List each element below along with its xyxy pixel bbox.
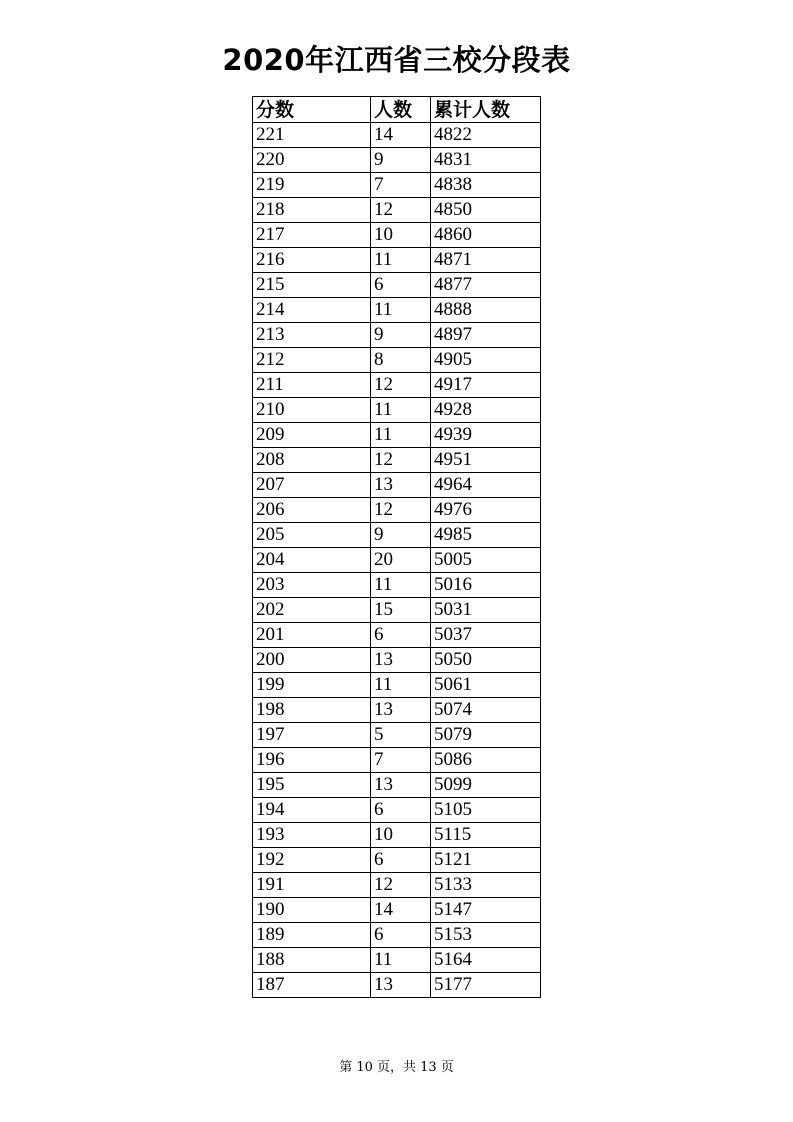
cell-score: 200: [253, 648, 371, 673]
cell-score: 193: [253, 823, 371, 848]
cell-score: 208: [253, 448, 371, 473]
cell-score: 190: [253, 898, 371, 923]
table-row: [253, 123, 541, 148]
table-row: [253, 523, 541, 548]
table-row: [253, 623, 541, 648]
cell-score: 217: [253, 223, 371, 248]
cell-count: 6: [371, 623, 431, 648]
table-row: [253, 973, 541, 998]
cell-cumulative: 5074: [431, 698, 541, 723]
cell-count: 10: [371, 223, 431, 248]
cell-count: 7: [371, 173, 431, 198]
cell-score: 219: [253, 173, 371, 198]
column-header-count: 人数: [371, 97, 431, 123]
cell-score: 197: [253, 723, 371, 748]
table-row: [253, 298, 541, 323]
cell-cumulative: 4860: [431, 223, 541, 248]
cell-count: 12: [371, 448, 431, 473]
cell-score: 201: [253, 623, 371, 648]
cell-cumulative: 5050: [431, 648, 541, 673]
cell-count: 9: [371, 323, 431, 348]
table-row: [253, 898, 541, 923]
cell-cumulative: 4838: [431, 173, 541, 198]
cell-cumulative: 4928: [431, 398, 541, 423]
cell-score: 195: [253, 773, 371, 798]
cell-count: 11: [371, 948, 431, 973]
cell-cumulative: 4850: [431, 198, 541, 223]
cell-count: 15: [371, 598, 431, 623]
cell-cumulative: 4871: [431, 248, 541, 273]
cell-score: 199: [253, 673, 371, 698]
table-row: [253, 873, 541, 898]
cell-score: 202: [253, 598, 371, 623]
cell-score: 191: [253, 873, 371, 898]
cell-score: 188: [253, 948, 371, 973]
table-row: [253, 273, 541, 298]
cell-count: 11: [371, 423, 431, 448]
cell-score: 221: [253, 123, 371, 148]
cell-cumulative: 5164: [431, 948, 541, 973]
cell-count: 7: [371, 748, 431, 773]
cell-cumulative: 5147: [431, 898, 541, 923]
table-row: [253, 173, 541, 198]
cell-cumulative: 5177: [431, 973, 541, 998]
cell-count: 13: [371, 648, 431, 673]
table-row: [253, 348, 541, 373]
cell-cumulative: 5005: [431, 548, 541, 573]
table-row: [253, 648, 541, 673]
table-row: [253, 598, 541, 623]
cell-score: 203: [253, 573, 371, 598]
cell-cumulative: 4897: [431, 323, 541, 348]
cell-score: 206: [253, 498, 371, 523]
cell-cumulative: 5105: [431, 798, 541, 823]
table-header: [253, 97, 541, 123]
cell-cumulative: 5037: [431, 623, 541, 648]
table-row: [253, 223, 541, 248]
cell-score: 216: [253, 248, 371, 273]
cell-count: 14: [371, 898, 431, 923]
cell-cumulative: 4976: [431, 498, 541, 523]
table-row: [253, 398, 541, 423]
cell-cumulative: 5086: [431, 748, 541, 773]
table-row: [253, 723, 541, 748]
cell-score: 213: [253, 323, 371, 348]
table-row: [253, 698, 541, 723]
page-title: 2020年江西省三校分段表: [222, 43, 571, 77]
table-row: [253, 823, 541, 848]
table-row: [253, 373, 541, 398]
cell-count: 11: [371, 248, 431, 273]
score-distribution-table: [252, 96, 541, 998]
table-row: [253, 548, 541, 573]
cell-count: 8: [371, 348, 431, 373]
table-row: [253, 673, 541, 698]
column-header-score: 分数: [253, 97, 371, 123]
cell-cumulative: 5115: [431, 823, 541, 848]
cell-count: 11: [371, 573, 431, 598]
table-row: [253, 423, 541, 448]
table-row: [253, 798, 541, 823]
cell-score: 220: [253, 148, 371, 173]
table-row: [253, 848, 541, 873]
cell-count: 20: [371, 548, 431, 573]
cell-cumulative: 5133: [431, 873, 541, 898]
cell-score: 192: [253, 848, 371, 873]
cell-score: 194: [253, 798, 371, 823]
cell-count: 10: [371, 823, 431, 848]
cell-count: 12: [371, 373, 431, 398]
page-footer: 第 10 页，共 13 页: [339, 1060, 454, 1075]
cell-score: 210: [253, 398, 371, 423]
cell-cumulative: 4939: [431, 423, 541, 448]
table-body: [253, 123, 541, 998]
cell-score: 204: [253, 548, 371, 573]
cell-cumulative: 5061: [431, 673, 541, 698]
cell-count: 11: [371, 398, 431, 423]
table-row: [253, 323, 541, 348]
cell-cumulative: 5031: [431, 598, 541, 623]
cell-score: 196: [253, 748, 371, 773]
cell-score: 218: [253, 198, 371, 223]
table-row: [253, 248, 541, 273]
cell-count: 12: [371, 198, 431, 223]
cell-count: 6: [371, 848, 431, 873]
table-row: [253, 923, 541, 948]
cell-count: 13: [371, 698, 431, 723]
cell-cumulative: 5099: [431, 773, 541, 798]
cell-cumulative: 5153: [431, 923, 541, 948]
cell-count: 5: [371, 723, 431, 748]
cell-count: 6: [371, 923, 431, 948]
cell-score: 215: [253, 273, 371, 298]
cell-cumulative: 5121: [431, 848, 541, 873]
table-row: [253, 773, 541, 798]
cell-cumulative: 4877: [431, 273, 541, 298]
cell-score: 209: [253, 423, 371, 448]
cell-count: 9: [371, 148, 431, 173]
cell-cumulative: 4905: [431, 348, 541, 373]
cell-count: 13: [371, 773, 431, 798]
cell-score: 212: [253, 348, 371, 373]
cell-count: 11: [371, 673, 431, 698]
cell-cumulative: 4831: [431, 148, 541, 173]
cell-count: 6: [371, 798, 431, 823]
table-row: [253, 473, 541, 498]
cell-cumulative: 4822: [431, 123, 541, 148]
table-row: [253, 148, 541, 173]
cell-count: 6: [371, 273, 431, 298]
cell-score: 211: [253, 373, 371, 398]
cell-cumulative: 5079: [431, 723, 541, 748]
table-row: [253, 948, 541, 973]
cell-count: 11: [371, 298, 431, 323]
cell-count: 13: [371, 973, 431, 998]
cell-count: 9: [371, 523, 431, 548]
cell-count: 14: [371, 123, 431, 148]
cell-score: 205: [253, 523, 371, 548]
cell-score: 189: [253, 923, 371, 948]
cell-score: 198: [253, 698, 371, 723]
cell-cumulative: 5016: [431, 573, 541, 598]
cell-count: 12: [371, 498, 431, 523]
cell-cumulative: 4951: [431, 448, 541, 473]
cell-cumulative: 4888: [431, 298, 541, 323]
cell-cumulative: 4964: [431, 473, 541, 498]
cell-count: 12: [371, 873, 431, 898]
column-header-cumulative: 累计人数: [431, 97, 541, 123]
cell-cumulative: 4985: [431, 523, 541, 548]
table-row: [253, 198, 541, 223]
table-row: [253, 748, 541, 773]
cell-score: 207: [253, 473, 371, 498]
table-header-row: [253, 97, 541, 123]
cell-cumulative: 4917: [431, 373, 541, 398]
cell-count: 13: [371, 473, 431, 498]
cell-score: 214: [253, 298, 371, 323]
table-row: [253, 498, 541, 523]
cell-score: 187: [253, 973, 371, 998]
table-row: [253, 448, 541, 473]
table-row: [253, 573, 541, 598]
